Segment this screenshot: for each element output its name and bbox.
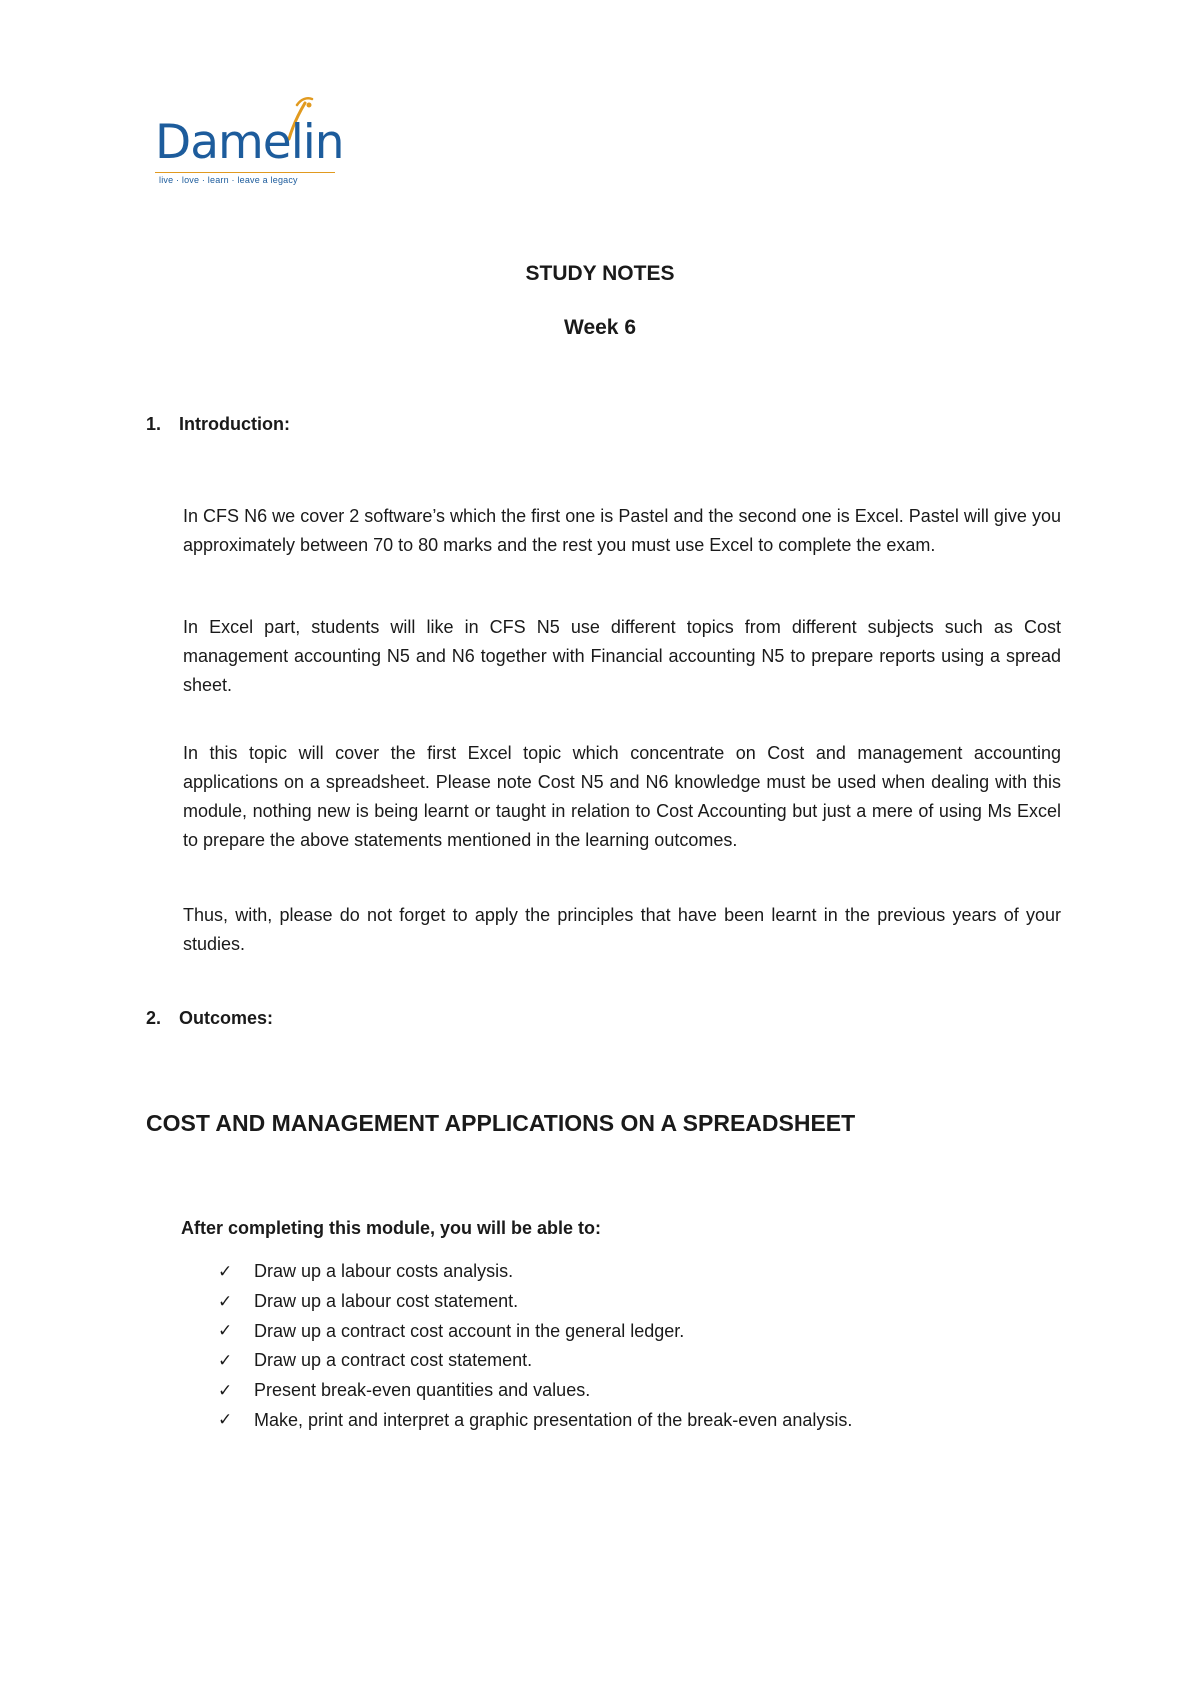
list-item (218, 1287, 852, 1317)
checkmark-icon: ✓ (218, 1350, 233, 1371)
document-title: STUDY NOTES (525, 262, 675, 285)
module-heading: COST AND MANAGEMENT APPLICATIONS ON A SPREADSHEET (146, 1110, 856, 1136)
section-outcomes-heading (146, 1008, 273, 1029)
logo-wordmark: Damelin (155, 115, 344, 170)
intro-paragraph-4: Thus, with, please do not forget to apply the principles that have been learnt in the previous years of your studies. (183, 905, 1061, 954)
list-item (218, 1405, 852, 1435)
outcome-text: Draw up a contract cost account in the general ledger. (254, 1320, 685, 1341)
intro-paragraph-1: In CFS N6 we cover 2 software’s which the first one is Pastel and the second one is Excel. Pastel will give you approximately between 70 to 80 marks and the rest you must use Excel to complete the exam. (183, 506, 1061, 555)
checkmark-icon: ✓ (218, 1291, 233, 1312)
list-item (218, 1316, 852, 1346)
section-label: Introduction: (179, 414, 290, 434)
logo-tagline: live · love · learn · leave a legacy (159, 175, 298, 185)
section-introduction-heading (146, 414, 290, 435)
outcome-text: Present break-even quantities and values. (254, 1380, 591, 1401)
outcome-text: Make, print and interpret a graphic presentation of the break-even analysis. (254, 1409, 853, 1430)
section-number: 2. (146, 1008, 162, 1028)
checkmark-icon: ✓ (218, 1410, 233, 1431)
outcomes-intro: After completing this module, you will be able to: (181, 1218, 602, 1238)
outcome-text: Draw up a contract cost statement. (254, 1350, 533, 1371)
document-subtitle: Week 6 (564, 316, 636, 339)
checkmark-icon: ✓ (218, 1261, 233, 1282)
outcomes-list (218, 1257, 852, 1435)
intro-paragraph-2: In Excel part, students will like in CFS N5 use different topics from different subjects such as Cost management accounting N5 and N6 together with Financial accounting N5 to prepare reports using a spread sheet. (183, 617, 1061, 695)
damelin-logo (155, 95, 345, 190)
section-label: Outcomes: (179, 1008, 274, 1028)
intro-paragraph-3: In this topic will cover the first Excel topic which concentrate on Cost and management accounting applications on a spreadsheet. Please note Cost N5 and N6 knowledge must be used when dealing with this module, nothing new is being learnt or taught in relation to Cost Accounting but just a mere of using Ms Excel to prepare the above statements mentioned in the learning outcomes. (183, 743, 1061, 850)
list-item (218, 1346, 852, 1376)
list-item (218, 1257, 852, 1287)
checkmark-icon: ✓ (218, 1380, 233, 1401)
outcome-text: Draw up a labour costs analysis. (254, 1261, 514, 1282)
outcome-text: Draw up a labour cost statement. (254, 1291, 519, 1312)
checkmark-icon: ✓ (218, 1321, 233, 1342)
list-item (218, 1376, 852, 1406)
logo-rule (155, 172, 335, 173)
section-number: 1. (146, 414, 162, 434)
